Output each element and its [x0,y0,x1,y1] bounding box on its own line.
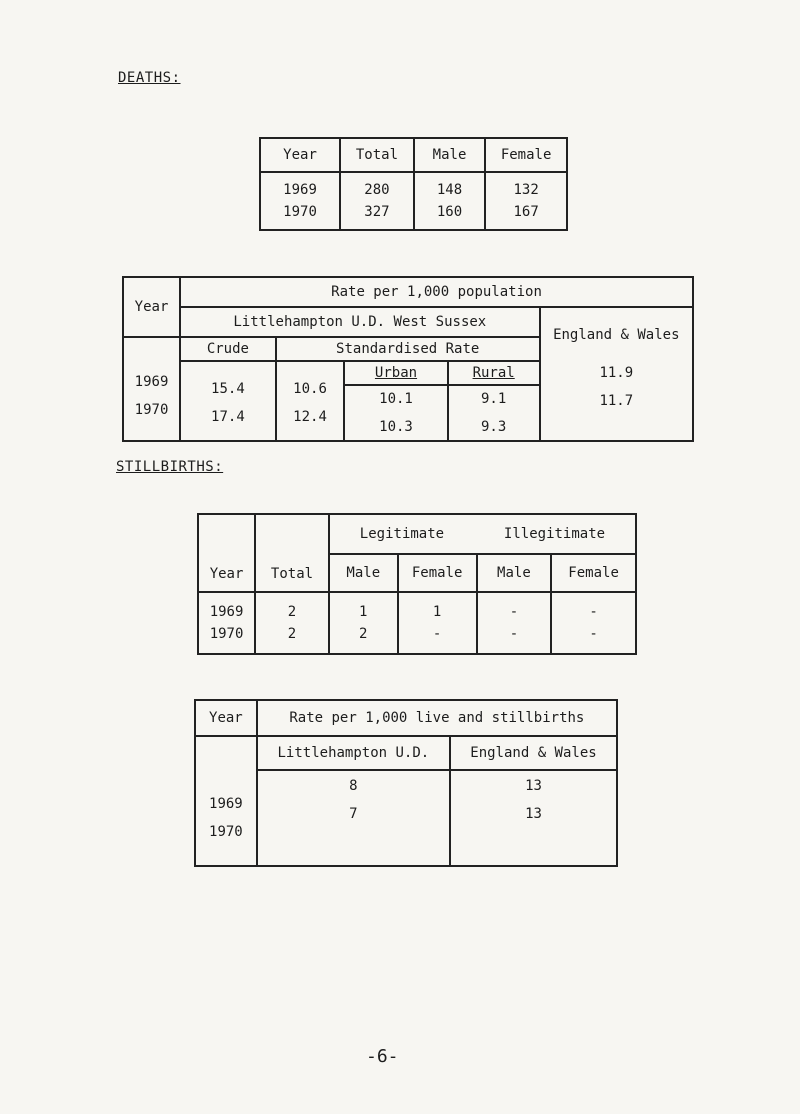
stillbirths-rate-table [194,699,618,867]
col-header-total: Total [340,138,414,172]
col-header-year: Year [260,138,340,172]
crude-header: Crude [180,337,276,361]
local-header: Littlehampton U.D. [257,736,450,770]
total-cell: 2 2 [255,592,329,654]
deaths-heading: DEATHS: [118,70,181,86]
national-header: England & Wales [450,736,617,770]
year-header: Year [195,700,257,736]
year-cell: 1969 1970 [198,592,255,654]
illegit-female-cell: - - [551,592,636,654]
year-header: Year [198,514,255,592]
urban-values: 10.1 10.3 [344,385,447,441]
col-header-male: Male [414,138,485,172]
national-values: 13 13 [450,770,617,866]
rate-group-header: Rate per 1,000 live and stillbirths [257,700,617,736]
deaths-rate-table [122,276,694,442]
stillbirths-count-table [197,513,637,655]
local-header: Littlehampton U.D. West Sussex [180,307,540,337]
female-cell: 132 167 [485,172,567,230]
legit-female-cell: 1 - [398,592,477,654]
year-values: 1969 1970 [195,736,257,866]
total-cell: 280 327 [340,172,414,230]
rate-group-header: Rate per 1,000 population [180,277,693,307]
year-header: Year [123,277,180,337]
illegit-male-cell: - - [477,592,552,654]
crude-values: 15.4 17.4 [180,361,276,441]
year-values: 1969 1970 [123,337,180,441]
legit-male-cell: 1 2 [329,592,398,654]
standardised-values: 10.6 12.4 [276,361,345,441]
standardised-header: Standardised Rate [276,337,540,361]
legitimate-label: Legitimate [359,526,445,542]
illegitimate-label: Illegitimate [503,526,606,542]
legit-male-header: Male [329,554,398,592]
stillbirths-heading: STILLBIRTHS: [116,459,224,475]
illegit-female-header: Female [551,554,636,592]
illegit-male-header: Male [477,554,552,592]
male-cell: 148 160 [414,172,485,230]
legit-female-header: Female [398,554,477,592]
rural-header: Rural [448,361,540,385]
col-header-female: Female [485,138,567,172]
deaths-count-table [259,137,568,231]
page-number: -6- [366,1046,399,1067]
year-cell: 1969 1970 [260,172,340,230]
total-header: Total [255,514,329,592]
national-cell: England & Wales 11.9 11.7 [540,307,693,441]
local-values: 8 7 [257,770,450,866]
legitimacy-header [329,514,636,554]
urban-header: Urban [344,361,447,385]
rural-values: 9.1 9.3 [448,385,540,441]
